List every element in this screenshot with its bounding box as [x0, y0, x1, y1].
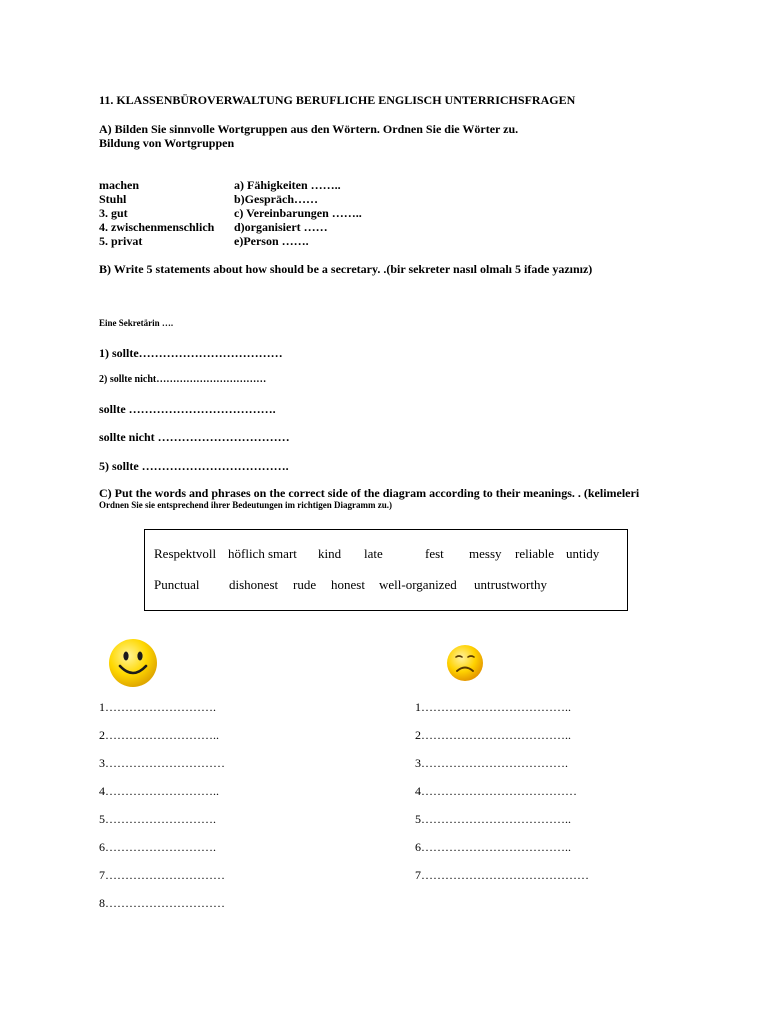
word-bank-word: honest	[331, 577, 365, 592]
word-bank-box	[144, 529, 628, 611]
statement-line-4: sollte nicht ……………………………	[99, 430, 290, 444]
negative-answer-line[interactable]: 2………………………………..	[415, 728, 571, 742]
word-bank-word: Punctual	[154, 577, 200, 592]
sad-smiley-icon	[445, 643, 485, 683]
word-left-3: 3. gut	[99, 206, 128, 220]
word-bank-word: untidy	[566, 546, 600, 561]
positive-answer-line[interactable]: 7…………………………	[99, 868, 225, 882]
negative-answer-line[interactable]: 7……………………………………	[415, 868, 589, 882]
statement-line-2: 2) sollte nicht……………………………	[99, 374, 267, 385]
word-bank-word: messy	[469, 546, 502, 561]
word-left-4: 4. zwischenmenschlich	[99, 220, 215, 234]
positive-answer-line[interactable]: 1……………………….	[99, 700, 216, 714]
word-bank-row-2	[154, 577, 624, 593]
statement-line-1: 1) sollte………………………………	[99, 346, 283, 360]
positive-answer-line[interactable]: 2………………………..	[99, 728, 219, 742]
section-a-heading: A) Bilden Sie sinnvolle Wortgruppen aus den Wörtern. Ordnen Sie die Wörter zu.	[99, 122, 519, 136]
word-bank-word: Respektvoll	[154, 546, 217, 561]
happy-smiley-icon	[107, 637, 159, 689]
word-bank-word: dishonest	[229, 577, 279, 592]
word-right-c: c) Vereinbarungen ……..	[234, 206, 362, 220]
positive-answer-line[interactable]: 8…………………………	[99, 896, 225, 910]
word-bank-word: rude	[293, 577, 317, 592]
word-bank-word: untrustworthy	[474, 577, 547, 592]
word-right-a: a) Fähigkeiten ……..	[234, 178, 341, 192]
positive-answer-line[interactable]: 4………………………..	[99, 784, 219, 798]
statement-line-5: 5) sollte ……………………………….	[99, 459, 289, 473]
word-right-e: e)Person …….	[234, 234, 309, 248]
word-bank-word: fest	[425, 546, 444, 561]
word-bank-row-1	[154, 546, 624, 562]
word-bank-word: well-organized	[379, 577, 457, 592]
word-bank-word: höflich	[228, 546, 265, 561]
word-bank-word: reliable	[515, 546, 554, 561]
word-left-5: 5. privat	[99, 234, 143, 248]
word-bank-word: kind	[318, 546, 342, 561]
positive-answer-line[interactable]: 3…………………………	[99, 756, 225, 770]
negative-answer-line[interactable]: 4…………………………………	[415, 784, 577, 798]
page-title: 11. KLASSENBÜROVERWALTUNG BERUFLICHE ENGLISCH UNTERRICHSFRAGEN	[99, 93, 576, 107]
section-b-intro: Eine Sekretärin ….	[99, 318, 174, 328]
section-b-heading: B) Write 5 statements about how should be a secretary. .(bir sekreter nasıl olmalı 5 ifade yazınız)	[99, 262, 593, 276]
negative-answer-line[interactable]: 5………………………………..	[415, 812, 571, 826]
word-left-2: Stuhl	[99, 192, 127, 206]
word-left-1: machen	[99, 178, 139, 192]
section-a-subheading: Bildung von Wortgruppen	[99, 136, 235, 150]
negative-answer-line[interactable]: 1………………………………..	[415, 700, 571, 714]
negative-answer-line[interactable]: 3……………………………….	[415, 756, 568, 770]
word-right-d: d)organisiert ……	[234, 220, 328, 234]
section-c-subheading: Ordnen Sie sie entsprechend ihrer Bedeutungen im richtigen Diagramm zu.)	[99, 500, 392, 510]
word-bank-word: smart	[268, 546, 297, 561]
section-c-heading: C) Put the words and phrases on the correct side of the diagram according to their meanings. . (kelimeleri	[99, 486, 640, 500]
word-bank-word: late	[364, 546, 383, 561]
positive-answer-line[interactable]: 5……………………….	[99, 812, 216, 826]
word-right-b: b)Gespräch……	[234, 192, 318, 206]
positive-answer-line[interactable]: 6……………………….	[99, 840, 216, 854]
negative-answer-line[interactable]: 6………………………………..	[415, 840, 571, 854]
statement-line-3: sollte ……………………………….	[99, 402, 276, 416]
